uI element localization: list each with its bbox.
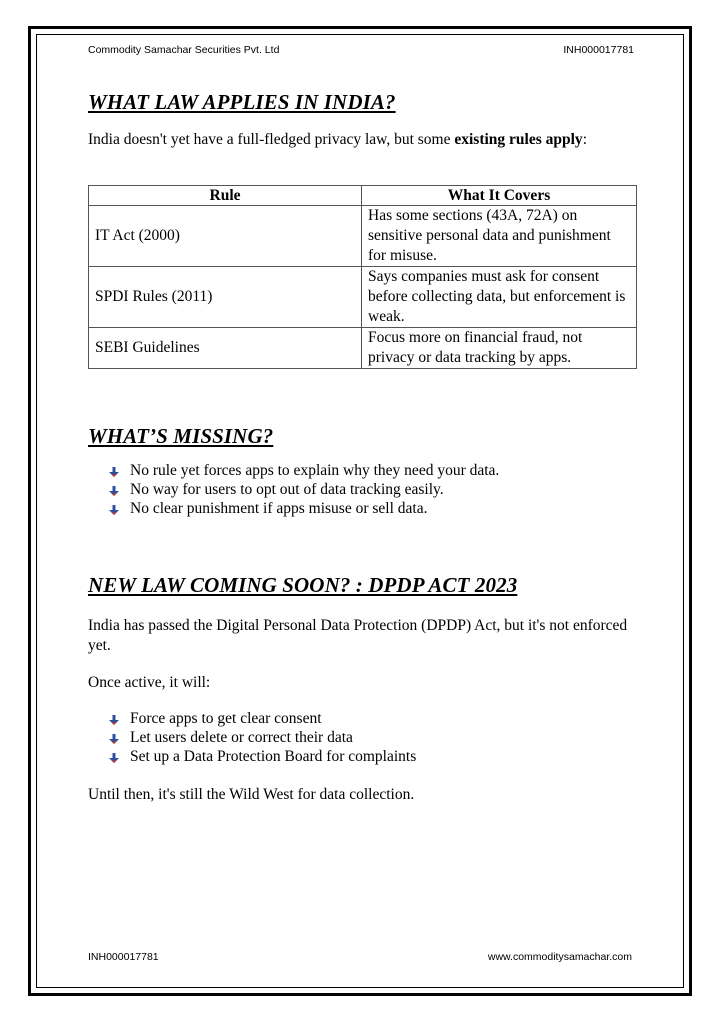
dpdp-list — [108, 709, 416, 766]
table-cell-rule: SPDI Rules (2011) — [89, 267, 362, 328]
list-item — [108, 461, 499, 480]
dpdp-paragraph: India has passed the Digital Personal Data Protection (DPDP) Act, but it's not enforced yet. — [88, 617, 628, 654]
table-row — [89, 328, 637, 369]
table-header-covers: What It Covers — [362, 186, 637, 206]
arrow-down-bullet-icon — [108, 732, 120, 744]
section-title-missing: WHAT’S MISSING? — [88, 424, 274, 448]
table-cell-rule: IT Act (2000) — [89, 206, 362, 267]
once-active-paragraph: Once active, it will: — [88, 674, 211, 691]
intro-text: India doesn't yet have a full-fledged privacy law, but some — [88, 131, 455, 148]
header-company: Commodity Samachar Securities Pvt. Ltd — [88, 44, 280, 56]
section-title-dpdp: NEW LAW COMING SOON? : DPDP ACT 2023 — [88, 573, 518, 597]
table-row — [89, 206, 637, 267]
table-cell-covers: Has some sections (43A, 72A) on sensitive personal data and punishment for misuse. — [362, 206, 637, 267]
list-item-text: Set up a Data Protection Board for complaints — [130, 748, 417, 765]
list-item-text: No rule yet forces apps to explain why they need your data. — [130, 462, 500, 479]
table-cell-covers: Says companies must ask for consent before collecting data, but enforcement is weak. — [362, 267, 637, 328]
arrow-down-bullet-icon — [108, 751, 120, 763]
closing-paragraph: Until then, it's still the Wild West for data collection. — [88, 786, 415, 803]
rules-table — [88, 185, 637, 369]
header-reg-no: INH000017781 — [563, 44, 634, 56]
table-cell-covers: Focus more on financial fraud, not privacy or data tracking by apps. — [362, 328, 637, 369]
table-cell-rule: SEBI Guidelines — [89, 328, 362, 369]
table-header-rule: Rule — [89, 186, 362, 206]
list-item — [108, 480, 499, 499]
list-item-text: Force apps to get clear consent — [130, 710, 322, 727]
list-item-text: Let users delete or correct their data — [130, 729, 353, 746]
footer-reg-no: INH000017781 — [88, 951, 159, 963]
missing-list — [108, 461, 499, 518]
list-item — [108, 728, 416, 747]
list-item-text: No clear punishment if apps misuse or sell data. — [130, 500, 428, 517]
list-item — [108, 747, 416, 766]
table-row — [89, 267, 637, 328]
list-item — [108, 499, 499, 518]
arrow-down-bullet-icon — [108, 465, 120, 477]
section-title-law: WHAT LAW APPLIES IN INDIA? — [88, 90, 396, 114]
arrow-down-bullet-icon — [108, 713, 120, 725]
arrow-down-bullet-icon — [108, 484, 120, 496]
intro-bold: existing rules apply — [454, 131, 583, 148]
arrow-down-bullet-icon — [108, 503, 120, 515]
intro-paragraph — [88, 130, 628, 150]
table-header-row — [89, 186, 637, 206]
list-item — [108, 709, 416, 728]
intro-colon: : — [582, 131, 587, 148]
footer-website-link[interactable]: www.commoditysamachar.com — [487, 951, 632, 963]
list-item-text: No way for users to opt out of data tracking easily. — [130, 481, 444, 498]
